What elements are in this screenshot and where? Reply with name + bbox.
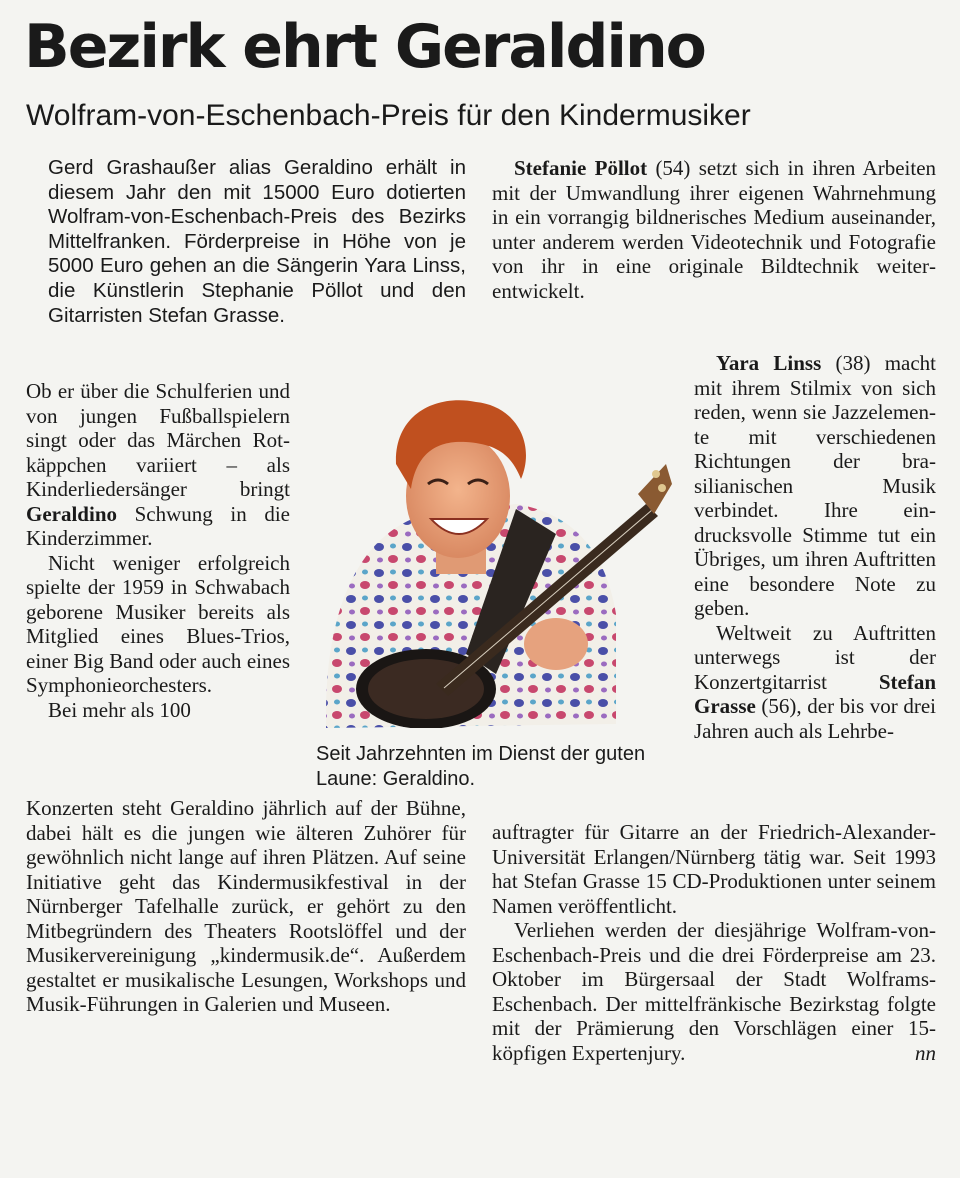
right-column-middle — [694, 351, 936, 743]
name-linss: Yara Linss — [716, 351, 822, 375]
left-column-top — [26, 379, 290, 722]
paragraph-linss: Yara Linss (38) macht mit ihrem Stilmix von sich reden, wenn sie Jazzelemente mit verschiedenen Richtungen der brasilianischen Musik verbindet. Ihre eindrucksvolle Stimme tut ein Übriges, um ihren Auftritten eine besondere Note zu geben. — [694, 351, 937, 620]
author-signature: nn — [915, 1040, 936, 1065]
left-column-bottom — [26, 796, 466, 1017]
photo-caption: Seit Jahrzehnten im Dienst der guten Laune: Geraldino. — [316, 743, 646, 790]
right-column-bottom — [492, 820, 936, 1065]
paragraph-concerts: Konzerten steht Geraldino jährlich auf der Bühne, dabei hält es die jungen wie älteren Zuhörer für gewöhnlich nicht lange auf ihren Plätzen. Auf seine Initiative geht das Kindermusikfestival in der Nürnberger Tafelhalle zurück, er gehört zu den Mitbegründern des Theaters Rootslöffel und der Musikervereinigung „kindermusik.de“. Außerdem gestaltet er musikalische Lesungen, Workshops und Musik-Führungen in Galerien und Museen. — [26, 796, 466, 1016]
paragraph-pollot: Stefanie Pöllot (54) setzt sich in ihren Arbeiten mit der Umwandlung ihrer eigenen Wahrnehmung in ein vorrangig bildnerisches Medium auseinander, unter anderem werden Videotechnik und Fotografie von ihr in eine originale Bildtechnik weiterentwickelt. — [492, 156, 937, 303]
paragraph-geraldino: Ob er über die Schulferien und von jungen Fußballspielern singt oder das Märchen Rotkäppchen variiert – als Kinderliedersänger bringt Geraldino Schwung in die Kinderzimmer. — [26, 379, 290, 550]
paragraph-career: Nicht weniger erfolgreich spielte der 1959 in Schwabach geborene Musiker bereits als Mitglied eines Blues-Trios, einer Big Band oder auch eines Symphonieorchesters. — [26, 550, 290, 697]
paragraph-grasse-cont: auftragter für Gitarre an der Friedrich-Alexander-Universität Erlangen/Nürnberg tätig war. Seit 1993 hat Stefan Grasse 15 CD-Produktionen unter seinem Namen veröffentlicht. — [492, 820, 936, 918]
name-pollot: Stefanie Pöllot — [514, 156, 648, 180]
subheadline: Wolfram-von-Eschenbach-Preis für den Kindermusiker — [26, 99, 751, 132]
geraldino-photo — [316, 384, 672, 728]
paragraph-grasse: Weltweit zu Auftritten unterwegs ist der Konzertgitarrist Stefan Grasse (56), der bis vor drei Jahren auch als Lehrbe- — [694, 620, 936, 743]
paragraph-concerts-start: Bei mehr als 100 — [48, 697, 191, 722]
paragraph-closing: Verliehen werden der diesjährige Wolfram-von-Eschenbach-Preis und die drei Förderpreise am 23. Oktober im Bürgersaal der Stadt Wolframs-Eschenbach. Der mittelfränkische Bezirkstag folgte mit der Prämierung den Vorschlägen einer 15-köpfigen Expertenjury. nn — [492, 918, 936, 1065]
right-column-top — [492, 156, 936, 303]
name-grasse: Stefan Grasse — [694, 669, 936, 718]
name-geraldino: Geraldino — [26, 501, 118, 526]
intro-paragraph: Gerd Grashaußer alias Geraldino erhält in diesem Jahr den mit 15000 Euro dotierten Wolfram-von-Eschenbach-Preis des Bezirks Mittelfranken. Förderpreise in Höhe von je 5000 Euro gehen an die Sängerin Yara Linss, die Künstlerin Stephanie Pöllot und den Gitarristen Stefan Grasse. — [48, 156, 466, 327]
headline: Bezirk ehrt Geraldino — [24, 12, 705, 82]
